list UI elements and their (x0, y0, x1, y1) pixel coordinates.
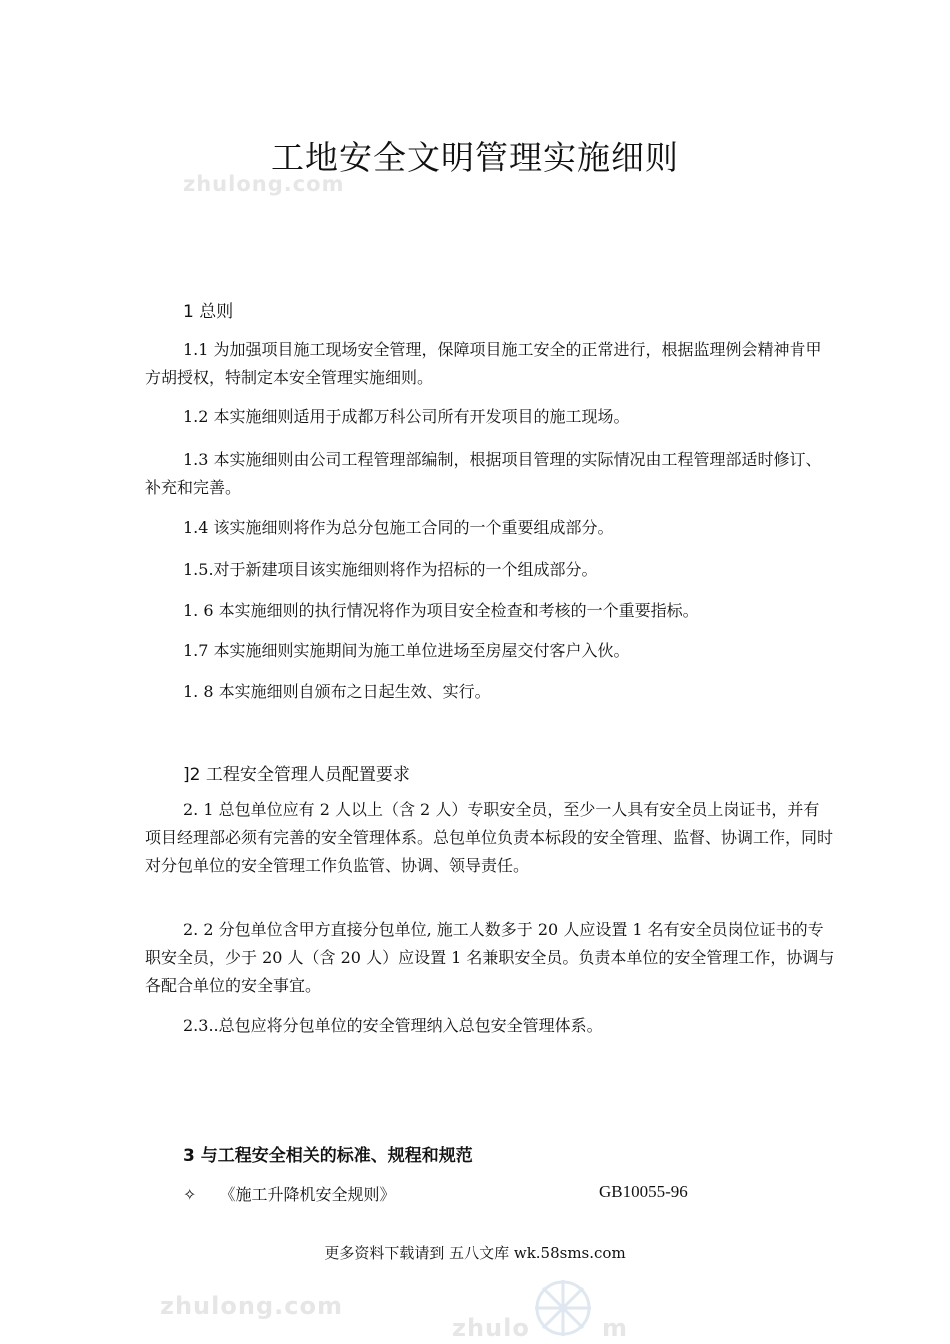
paragraph-2-2: 2. 2 分包单位含甲方直接分包单位, 施工人数多于 20 人应设置 1 名有安全员岗位证书的专职安全员，少于 20 人（含 20 人）应设置 1 名兼职安全员。负责本单位的安全管理工作，协调与各配合单位的安全事宜。 (145, 920, 835, 995)
watermark-bottom-left: zhulong.com (160, 1292, 343, 1320)
download-footer: 更多资料下载请到 五八文库 wk.58sms.com (324, 1244, 626, 1262)
diamond-bullet-icon: ✧ (183, 1185, 197, 1204)
watermark-bottom-right: m (602, 1314, 629, 1342)
standard-code: GB10055-96 (599, 1182, 688, 1201)
watermark-bottom-mid: zhulo (452, 1314, 530, 1342)
paragraph-1-5: 1.5.对于新建项目该实施细则将作为招标的一个组成部分。 (183, 560, 598, 579)
section-3-heading: 3 与工程安全相关的标准、规程和规范 (183, 1146, 473, 1166)
paragraph-1-6: 1. 6 本实施细则的执行情况将作为项目安全检查和考核的一个重要指标。 (183, 601, 699, 620)
paragraph-1-3: 1.3 本实施细则由公司工程管理部编制，根据项目管理的实际情况由工程管理部适时修订、补充和完善。 (145, 450, 822, 497)
paragraph-1-4: 1.4 该实施细则将作为总分包施工合同的一个重要组成部分。 (183, 518, 614, 537)
section-2-heading: ]2 工程安全管理人员配置要求 (183, 765, 410, 785)
paragraph-1-7: 1.7 本实施细则实施期间为施工单位进场至房屋交付客户入伙。 (183, 641, 630, 660)
section-1-heading: 1 总则 (183, 302, 234, 322)
paragraph-1-1: 1.1 为加强项目施工现场安全管理，保障项目施工安全的正常进行，根据监理例会精神肯甲方胡授权，特制定本安全管理实施细则。 (145, 340, 822, 387)
document-title: 工地安全文明管理实施细则 (271, 138, 679, 177)
paragraph-1-8: 1. 8 本实施细则自颁布之日起生效、实行。 (183, 682, 491, 701)
paragraph-2-3: 2.3..总包应将分包单位的安全管理纳入总包安全管理体系。 (183, 1016, 603, 1035)
standard-list-item (183, 1182, 743, 1205)
watermark-logo-icon (527, 1272, 599, 1344)
paragraph-2-1: 2. 1 总包单位应有 2 人以上（含 2 人）专职安全员，至少一人具有安全员上岗证书，并有项目经理部必须有完善的安全管理体系。总包单位负责本标段的安全管理、监督、协调工作，同时对分包单位的安全管理工作负监管、协调、领导责任。 (145, 800, 834, 875)
watermark-top: zhulong.com (183, 172, 345, 196)
paragraph-1-2: 1.2 本实施细则适用于成都万科公司所有开发项目的施工现场。 (183, 407, 630, 426)
standard-name: 《施工升降机安全规则》 (219, 1185, 396, 1204)
